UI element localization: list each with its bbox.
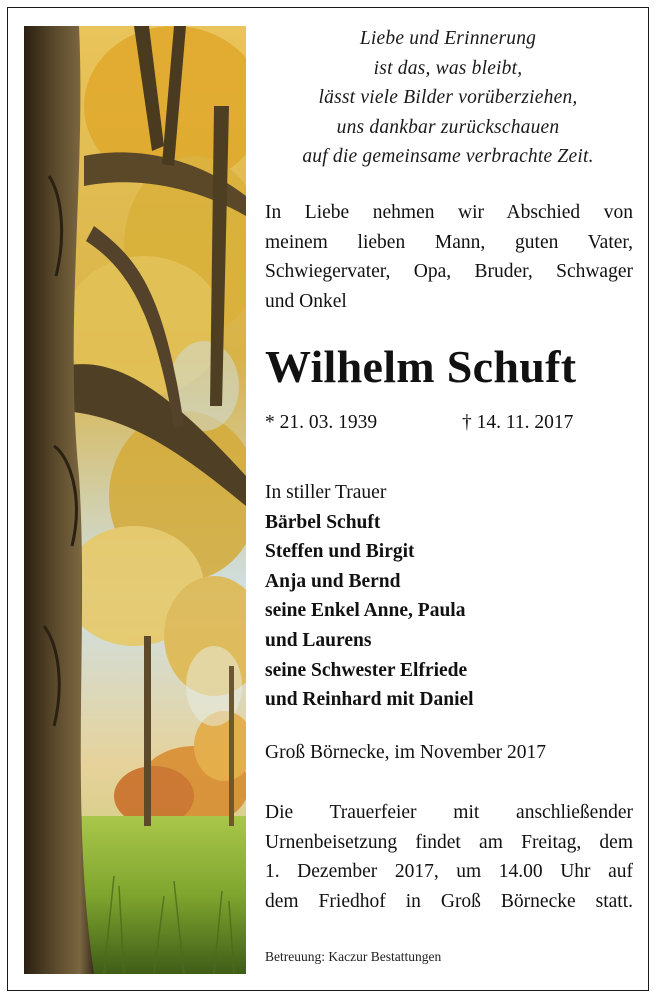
mourner-name: Steffen und Birgit (265, 541, 415, 563)
intro-line: meinem lieben Mann, guten Vater, (265, 231, 633, 253)
poem-line: auf die gemeinsame verbrachte Zeit. (302, 146, 594, 167)
funeral-line: dem Friedhof in Groß Börnecke statt. (265, 890, 633, 912)
mourner-name: Bärbel Schuft (265, 511, 381, 533)
mourner-name: seine Enkel Anne, Paula (265, 600, 466, 622)
funeral-line: 1. Dezember 2017, um 14.00 Uhr auf (265, 861, 633, 882)
memorial-poem (262, 24, 634, 172)
funeral-home-credit: Betreuung: Kaczur Bestattungen (265, 949, 442, 964)
funeral-line: Die Trauerfeier mit anschließender (265, 802, 633, 823)
farewell-intro (265, 198, 633, 316)
death-date: † 14. 11. 2017 (462, 412, 574, 433)
poem-line: lässt viele Bilder vorüberziehen, (318, 87, 578, 108)
poem-line: uns dankbar zurückschauen (336, 116, 560, 138)
mourner-name: Anja und Bernd (265, 570, 401, 592)
autumn-tree-photo (24, 26, 246, 974)
mourner-name: seine Schwester Elfriede (265, 659, 468, 681)
poem-line: Liebe und Erinnerung (359, 28, 537, 49)
mourning-heading: In stiller Trauer (265, 482, 387, 503)
poem-line: ist das, was bleibt, (373, 57, 523, 79)
mourner-name: und Reinhard mit Daniel (265, 689, 474, 711)
intro-line: und Onkel (265, 290, 347, 312)
mourner-name: und Laurens (265, 629, 372, 651)
deceased-name: Wilhelm Schuft (265, 341, 577, 392)
intro-line: In Liebe nehmen wir Abschied von (265, 202, 633, 223)
funeral-line: Urnenbeisetzung findet am Freitag, dem (265, 831, 633, 853)
funeral-info (265, 798, 633, 916)
intro-line: Schwiegervater, Opa, Bruder, Schwager (265, 261, 633, 282)
mourners-list (265, 478, 633, 715)
birth-date: * 21. 03. 1939 (265, 412, 378, 433)
place-and-date: Groß Börnecke, im November 2017 (265, 742, 547, 763)
